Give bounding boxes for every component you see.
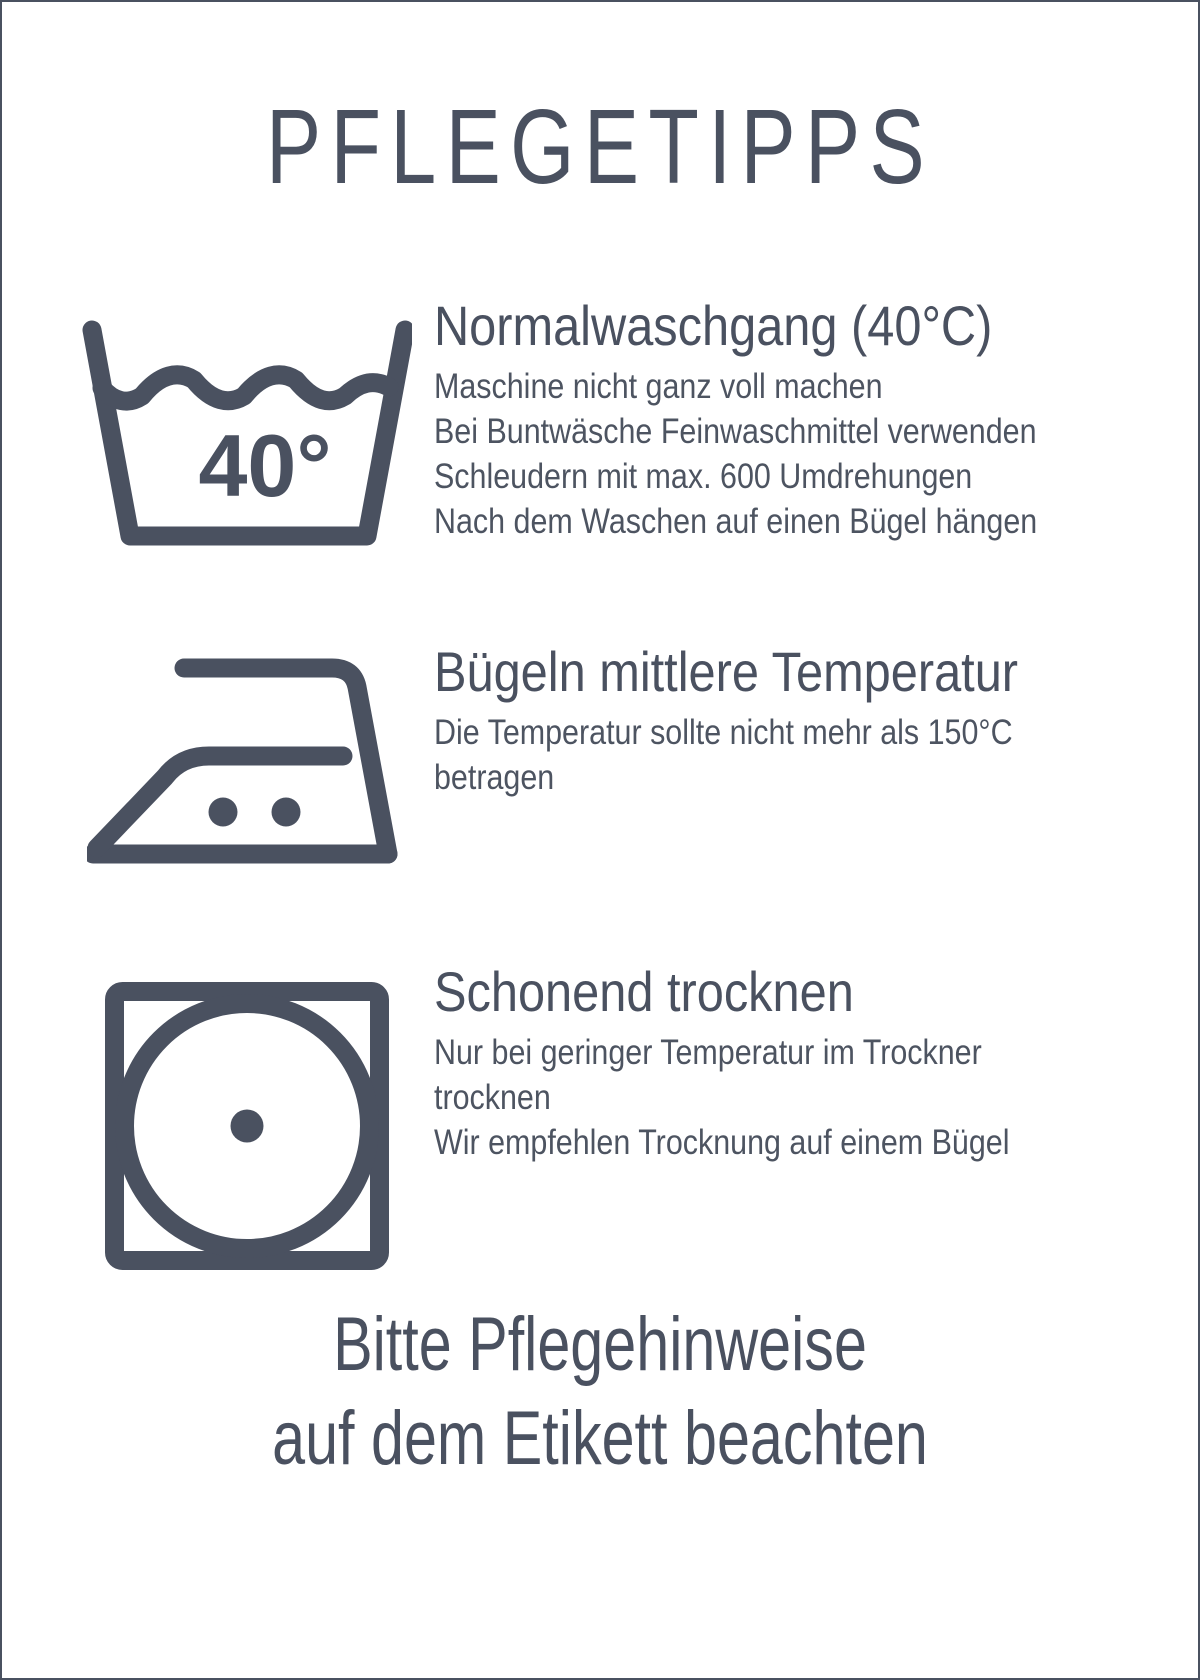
iron-section [434, 640, 1018, 800]
footer-note [134, 1298, 1067, 1486]
iron-section-heading: Bügeln mittlere Temperatur [434, 640, 1019, 703]
iron-two-dots-medium-icon [87, 616, 399, 868]
dry-section-heading: Schonend trocknen [434, 960, 854, 1023]
wash-section-heading: Normalwaschgang (40°C) [434, 294, 993, 357]
footer-note-line: auf dem Etikett beachten [272, 1396, 928, 1481]
page-title: PFLEGETIPPS [265, 88, 935, 206]
dry-section [434, 960, 1009, 1165]
tumble-dry-one-dot-icon [105, 982, 389, 1270]
dry-section-line: trocknen [434, 1078, 551, 1117]
wash-tub-40-degrees-icon [72, 308, 412, 550]
wash-section [434, 294, 1037, 544]
dry-section-line: Wir empfehlen Trocknung auf einem Bügel [434, 1123, 1010, 1162]
dry-section-line: Nur bei geringer Temperatur im Trockner [434, 1033, 982, 1072]
wash-section-line: Schleudern mit max. 600 Umdrehungen [434, 457, 973, 496]
wash-section-line: Bei Buntwäsche Feinwaschmittel verwenden [434, 412, 1037, 451]
iron-section-line: Die Temperatur sollte nicht mehr als 150°C [434, 713, 1013, 752]
wash-section-line: Nach dem Waschen auf einen Bügel hängen [434, 502, 1038, 541]
footer-note-line: Bitte Pflegehinweise [333, 1302, 867, 1387]
wash-section-line: Maschine nicht ganz voll machen [434, 367, 883, 406]
wash-temperature-label: 40° [198, 416, 332, 515]
iron-section-line: betragen [434, 758, 555, 797]
